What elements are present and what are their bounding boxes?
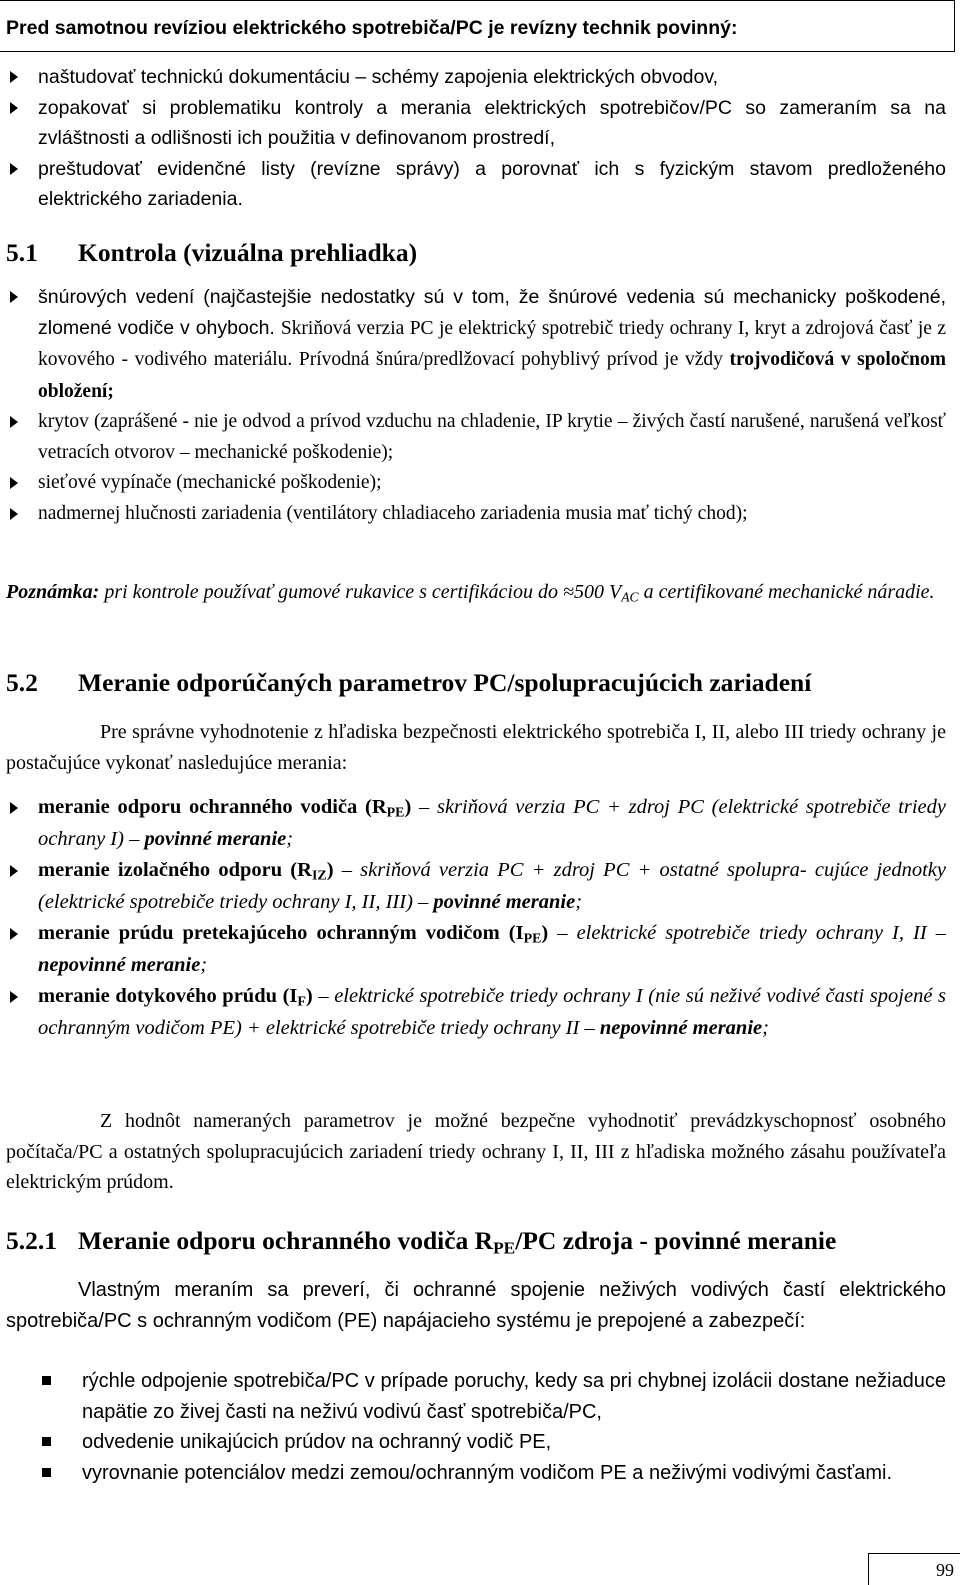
list-item: meranie izolačného odporu $(R_{IZ})$ – skriňová verzia PC + zdroj PC + ostatné spolupra- cujúce jednotky (elektrické spotrebiče triedy ochrany I, II, III) – povinné meranie; [0, 855, 946, 918]
bullet-square-icon [42, 1376, 51, 1385]
bullet-triangle-icon [10, 865, 18, 877]
list-item: preštudovať evidenčné listy (revízne správy) a porovnať ich s fyzickým stavom predloženého elektrického zariadenia. [0, 154, 946, 215]
list-item: sieťové vypínače (mechanické poškodenie); [0, 468, 946, 499]
list-item: zopakovať si problematiku kontroly a merania elektrických spotrebičov/PC so zameraním sa na zvláštnosti a odlišnosti ich použitia v definovanom prostredí, [0, 93, 946, 154]
list-item: naštudovať technickú dokumentáciu – schémy zapojenia elektrických obvodov, [0, 62, 946, 93]
section-heading-5-2-1: 5.2.1 Meranie odporu ochranného vodiča $R_{PE}/PC$ zdroja - povinné meranie [6, 1226, 837, 1258]
bullet-triangle-icon [10, 291, 18, 303]
list-item: vyrovnanie potenciálov medzi zemou/ochranným vodičom PE a neživými vodivými časťami. [0, 1458, 946, 1489]
list-item: rýchle odpojenie spotrebiča/PC v prípade poruchy, kedy sa pri chybnej izolácii dostane nežiaduce napätie zo živej časti na neživú vodivú časť spotrebiča/PC, [0, 1366, 946, 1427]
list-item: krytov (zaprášené - nie je odvod a prívod vzduchu na chladenie, IP krytie – živých častí narušené, narušená veľkosť vetracích otvorov – mechanické poškodenie); [0, 407, 946, 468]
header-title: Pred samotnou revíziou elektrického spotrebiča/PC je revízny technik povinný: [0, 0, 955, 52]
list-item: nadmernej hlučnosti zariadenia (ventilátory chladiaceho zariadenia musia mať tichý chod); [0, 499, 946, 530]
section-heading-5-2: 5.2 Meranie odporúčaných parametrov PC/spolupracujúcich zariadení [6, 668, 812, 697]
list-item: meranie prúdu pretekajúceho ochranným vodičom $(I_{PE})$ – elektrické spotrebiče triedy ochrany I, II – nepovinné meranie; [0, 918, 946, 981]
bullet-triangle-icon [10, 102, 18, 114]
list-item: odvedenie unikajúcich prúdov na ochranný vodič PE, [0, 1427, 946, 1458]
bullet-triangle-icon [10, 928, 18, 940]
bullet-triangle-icon [10, 508, 18, 520]
bullet-square-icon [42, 1468, 51, 1477]
bullet-triangle-icon [10, 416, 18, 428]
page-number: 99 [868, 1553, 960, 1585]
intro-list [0, 62, 946, 215]
measurement-list [0, 792, 946, 1044]
note-box: Poznámka: pri kontrole používať gumové rukavice s certifikáciou do ≈500 $V_{AC}$ a certifikované mechanické náradie. [6, 581, 935, 605]
bullet-triangle-icon [10, 163, 18, 175]
section-5-2-conclusion: Z hodnôt nameraných parametrov je možné bezpečne vyhodnotiť prevádzkyschopnosť osobného počítača/PC a ostatných spolupracujúcich zariadení triedy ochrany I, II, III z hľadiska možného zásahu používateľa elektrickým prúdom. [6, 1110, 946, 1193]
protection-list [0, 1366, 946, 1488]
list-item: meranie odporu ochranného vodiča $(R_{PE})$ – skriňová verzia PC + zdroj PC (elektrické spotrebiče triedy ochrany I) – povinné meranie; [0, 792, 946, 855]
section-5-2-1-intro: Vlastným meraním sa preverí, či ochranné spojenie neživých vodivých častí elektrického spotrebiča/PC s ochranným vodičom (PE) napájacieho systému je prepojené a zabezpečí: [6, 1279, 946, 1332]
section-heading-5-1: 5.1 Kontrola (vizuálna prehliadka) [6, 238, 418, 267]
inspection-list [0, 282, 946, 529]
bullet-triangle-icon [10, 71, 18, 83]
bullet-triangle-icon [10, 477, 18, 489]
list-item: šnúrových vedení (najčastejšie nedostatky sú v tom, že šnúrové vedenia sú mechanicky poškodené, zlomené vodiče v ohyboch. Skriňová verzia PC je elektrický spotrebič triedy ochrany I, kryt a zdrojová časť je z kovového - vodivého materiálu. Prívodná šnúra/predlžovací pohyblivý prívod je vždy trojvodičová v spoločnom obložení; [0, 282, 946, 407]
bullet-triangle-icon [10, 802, 18, 814]
bullet-triangle-icon [10, 991, 18, 1003]
bullet-square-icon [42, 1437, 51, 1446]
list-item: meranie dotykového prúdu $(I_F)$ – elektrické spotrebiče triedy ochrany I (nie sú neživé vodivé časti spojené s ochranným vodičom PE) + elektrické spotrebiče triedy ochrany II – nepovinné meranie; [0, 981, 946, 1044]
section-5-2-intro: Pre správne vyhodnotenie z hľadiska bezpečnosti elektrického spotrebiča I, II, alebo III triedy ochrany je postačujúce vykonať nasledujúce merania: [6, 721, 946, 774]
